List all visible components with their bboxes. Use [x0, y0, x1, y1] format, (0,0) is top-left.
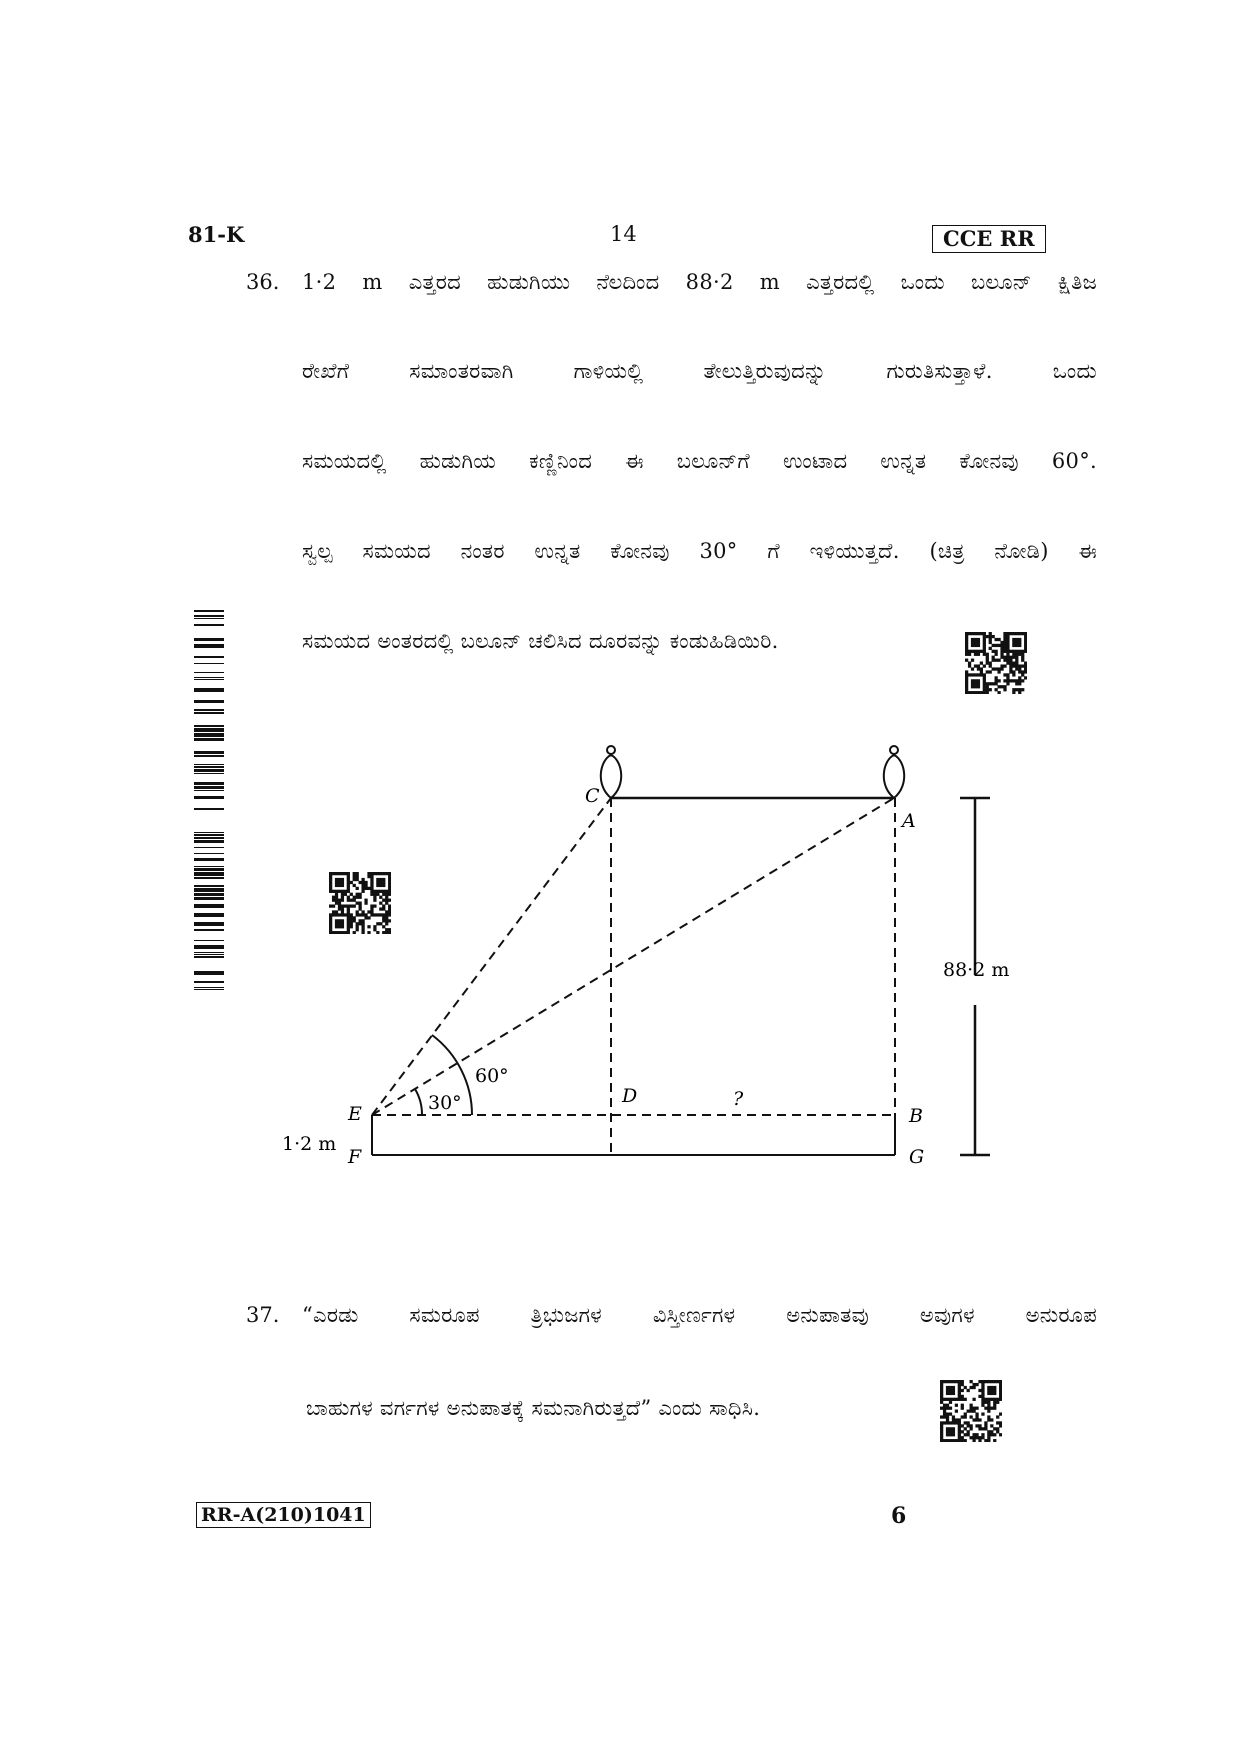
question-36-line-4: ಸ್ವಲ್ಪ ಸಮಯದ ನಂತರ ಉನ್ನತ ಕೋನವು 30° ಗೆ ಇಳಿಯುತ್ತದೆ. (ಚಿತ್ರ ನೋಡಿ) ಈ [302, 539, 1097, 563]
qr-code-q37 [940, 1380, 1002, 1442]
page-number-top: 14 [610, 222, 637, 246]
question-37-line-2: ಬಾಹುಗಳ ವರ್ಗಗಳ ಅನುಪಾತಕ್ಕೆ ಸಮನಾಗಿರುತ್ತದೆ” ಎಂದು ಸಾಧಿಸಿ. [306, 1396, 761, 1420]
qr-code-q36 [965, 632, 1027, 694]
label-angle-30: 30° [428, 1092, 462, 1114]
label-g: G [909, 1146, 925, 1168]
question-36-line-5: ಸಮಯದ ಅಂತರದಲ್ಲಿ ಬಲೂನ್ ಚಲಿಸಿದ ದೂರವನ್ನು ಕಂಡುಹಿಡಿಯಿರಿ. [302, 629, 779, 653]
label-d: D [622, 1085, 638, 1107]
balloon-a-icon [884, 755, 904, 798]
series-badge: CCE RR [932, 225, 1046, 253]
label-a: A [902, 810, 916, 832]
question-36-line-3: ಸಮಯದಲ್ಲಿ ಹುಡುಗಿಯ ಕಣ್ಣಿನಿಂದ ಈ ಬಲೂನ್‌ಗೆ ಉಂಟಾದ ಉನ್ನತ ಕೋನವು 60°. [302, 449, 1097, 473]
question-37-number: 37. [246, 1303, 280, 1327]
label-b: B [909, 1105, 923, 1127]
balloon-c-icon [601, 755, 621, 798]
question-37-line-1: “ಎರಡು ಸಮರೂಪ ತ್ರಿಭುಜಗಳ ವಿಸ್ತೀರ್ಣಗಳ ಅನುಪಾತವು ಅವುಗಳ ಅನುರೂಪ [302, 1303, 1097, 1327]
line-of-sight-ea [372, 798, 894, 1115]
question-36-line-1: 1·2 m ಎತ್ತರದ ಹುಡುಗಿಯು ನೆಲದಿಂದ 88·2 m ಎತ್ತರದಲ್ಲಿ ಒಂದು ಬಲೂನ್ ಕ್ಷಿತಿಜ [302, 270, 1097, 294]
barcode [194, 610, 224, 990]
paper-code: 81-K [188, 222, 245, 247]
footer-code: RR-A(210)1041 [196, 1502, 371, 1528]
question-36-number: 36. [246, 270, 280, 294]
question-36-line-2: ರೇಖೆಗೆ ಸಮಾಂತರವಾಗಿ ಗಾಳಿಯಲ್ಲಿ ತೇಲುತ್ತಿರುವುದನ್ನು ಗುರುತಿಸುತ್ತಾಳೆ. ಒಂದು [302, 359, 1097, 383]
label-height: 88·2 m [943, 959, 1010, 981]
label-girl-height: 1·2 m [282, 1133, 337, 1155]
footer-page-number: 6 [891, 1503, 907, 1529]
label-e: E [348, 1103, 362, 1125]
label-angle-60: 60° [475, 1065, 509, 1087]
label-unknown-distance: ? [733, 1088, 744, 1110]
label-f: F [348, 1146, 362, 1168]
balloon-figure [270, 740, 1030, 1180]
label-c: C [585, 785, 600, 807]
